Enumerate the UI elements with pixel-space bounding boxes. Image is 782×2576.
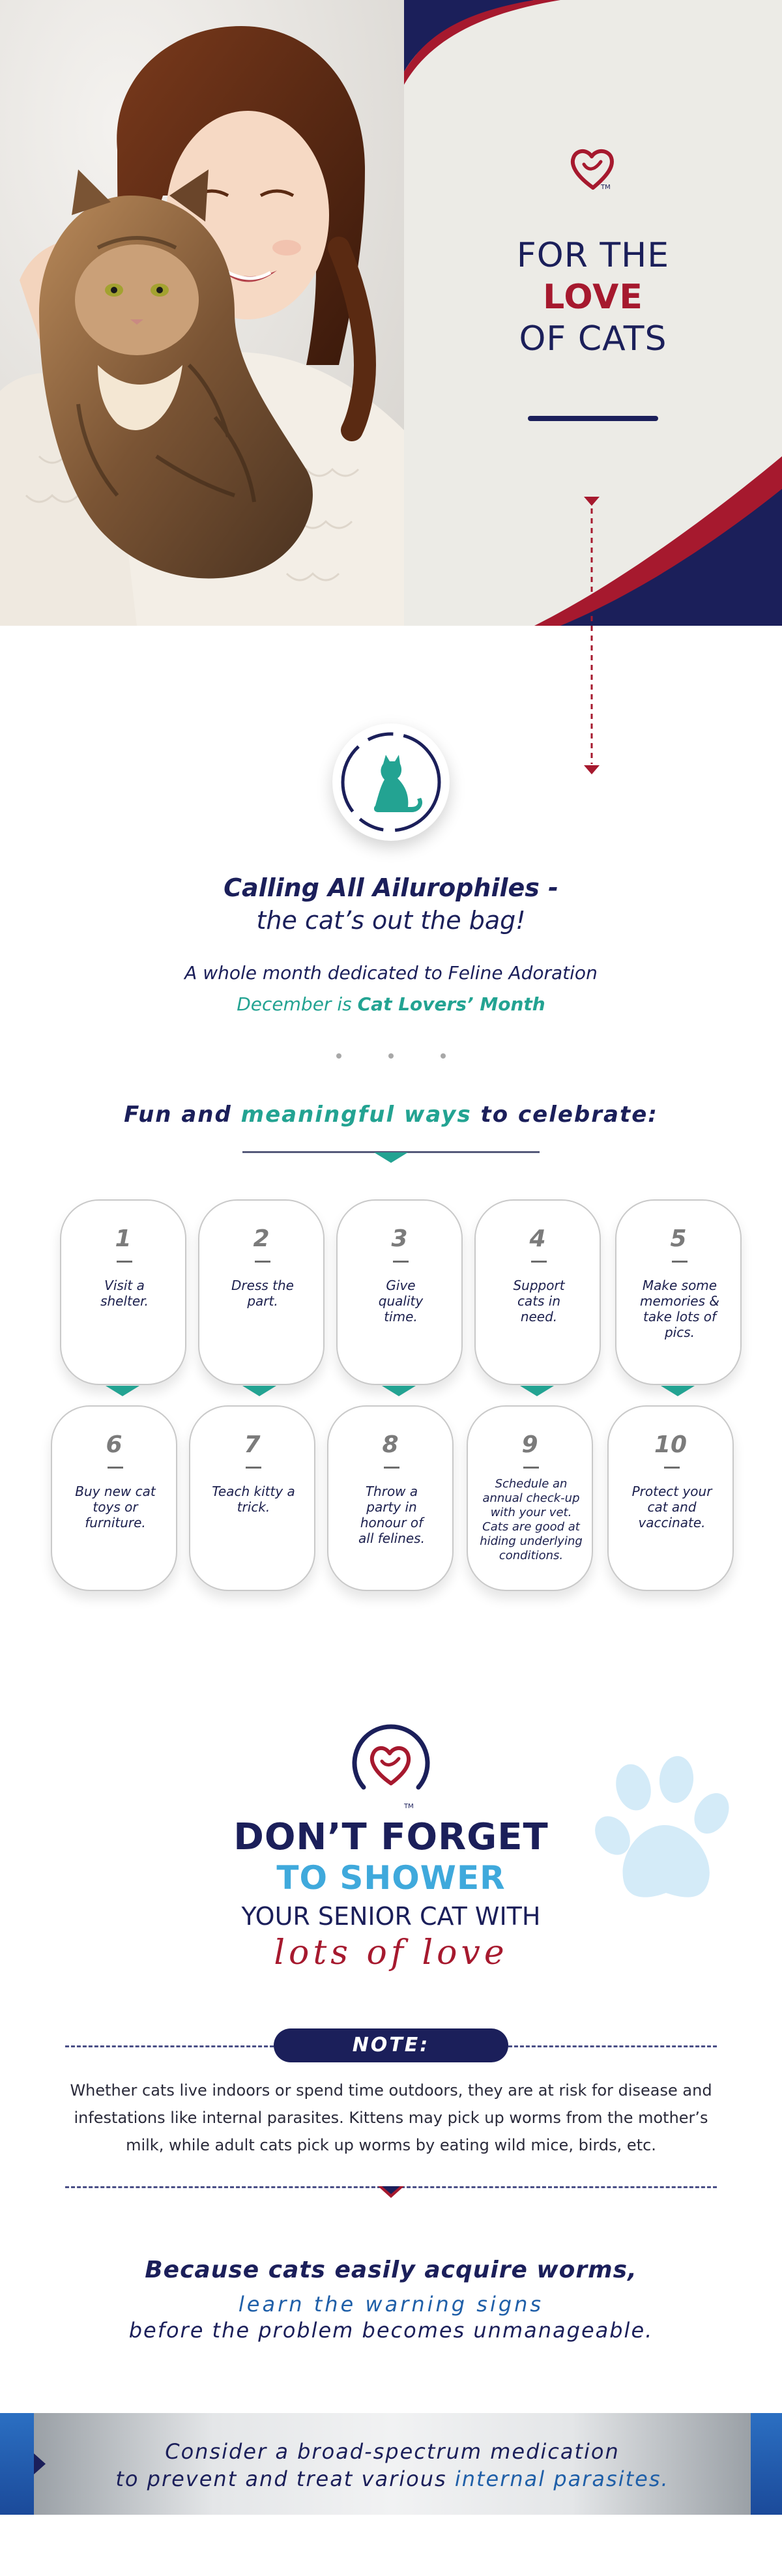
separator-dot (336, 1053, 341, 1059)
ways-suffix: to celebrate: (471, 1102, 658, 1128)
card-connector (242, 1386, 276, 1396)
way-dash (523, 1467, 539, 1469)
way-text: Give quality time. (378, 1278, 424, 1325)
senior-line1: DON’T FORGET (233, 1816, 549, 1858)
intro-heading-line1: Calling All Ailurophiles - (224, 873, 558, 902)
arrow-down-icon (583, 495, 601, 776)
heart-badge-icon (344, 1716, 438, 1809)
way-dash (384, 1467, 399, 1469)
ways-pointer (374, 1152, 408, 1163)
way-number: 3 (391, 1225, 408, 1252)
way-dash (664, 1467, 680, 1469)
way-dash (531, 1261, 547, 1263)
way-number: 8 (382, 1431, 399, 1458)
note-divider-right (508, 2045, 717, 2047)
card-connector (106, 1386, 139, 1396)
card-connector (382, 1386, 416, 1396)
ways-prefix: Fun and (124, 1102, 241, 1128)
way-number: 7 (244, 1431, 261, 1458)
way-card (327, 1405, 454, 1591)
way-card (615, 1199, 742, 1385)
way-card (189, 1405, 315, 1591)
cat-silhouette-icon (332, 724, 450, 841)
way-card (474, 1199, 601, 1385)
way-number: 10 (654, 1431, 688, 1458)
note-pointer-inner (382, 2186, 400, 2194)
hero-title-line3: OF CATS (519, 319, 667, 359)
card-connector (520, 1386, 554, 1396)
senior-line2: TO SHOWER (276, 1859, 506, 1897)
intro-subtitle: A whole month dedicated to Feline Adoration (184, 962, 598, 984)
note-divider-left (65, 2045, 274, 2047)
way-number: 4 (529, 1225, 546, 1252)
intro-heading-line2: the cat’s out the bag! (256, 906, 526, 935)
card-connector (661, 1386, 695, 1396)
trademark-mark: TM (404, 1803, 414, 1810)
note-body: Whether cats live indoors or spend time outdoors, they are at risk for disease and infestations like internal parasites. Kittens may pick up worms from the mother’s milk, while adult cats pick up worms by eating wild mice, birds, etc. (70, 2081, 712, 2154)
way-dash (108, 1467, 123, 1469)
trademark-mark: TM (601, 184, 611, 191)
way-card (607, 1405, 734, 1591)
way-text: Protect your cat and vaccinate. (631, 1484, 712, 1530)
way-number: 6 (106, 1431, 123, 1458)
banner-line1: Consider a broad-spectrum medication (165, 2439, 620, 2464)
ways-highlight: meaningful ways (240, 1102, 472, 1128)
hero-underline (528, 416, 658, 421)
hero-title-line2: LOVE (543, 278, 643, 317)
banner-right-bar (751, 2413, 782, 2515)
cat-badge (332, 724, 450, 841)
senior-line3: YOUR SENIOR CAT WITH (241, 1902, 541, 1931)
worms-line3: before the problem becomes unmanageable. (128, 2318, 654, 2343)
separator-dot (388, 1053, 394, 1059)
separator-dot (441, 1053, 446, 1059)
way-card (60, 1199, 186, 1385)
way-text: Throw a party in honour of all felines. (358, 1484, 425, 1546)
way-number: 2 (253, 1225, 270, 1252)
senior-line4: lots of love (274, 1933, 508, 1972)
way-dash (117, 1261, 132, 1263)
way-text: Dress the part. (231, 1278, 294, 1309)
hero-section (0, 0, 782, 626)
way-number: 9 (521, 1431, 538, 1458)
medication-banner (0, 2413, 782, 2515)
way-text: Buy new cat toys or furniture. (75, 1484, 156, 1530)
banner-body (34, 2413, 751, 2515)
hero-photo (0, 0, 404, 626)
way-dash (672, 1261, 688, 1263)
intro-month-highlight: Cat Lovers’ Month (357, 993, 545, 1015)
way-number: 1 (115, 1225, 132, 1252)
way-dash (393, 1261, 409, 1263)
way-text: Teach kitty a trick. (212, 1484, 295, 1515)
banner-line2-highlight: internal parasites. (454, 2466, 669, 2491)
way-text: Make some memories & take lots of pics. (640, 1278, 719, 1340)
woman-with-cat-illustration (0, 0, 404, 626)
worms-line1: Because cats easily acquire worms, (145, 2257, 637, 2283)
way-number: 5 (670, 1225, 687, 1252)
worms-line2: learn the warning signs (238, 2292, 544, 2317)
banner-left-bar (0, 2413, 34, 2515)
way-text: Visit a shelter. (100, 1278, 149, 1309)
way-text: Support cats in need. (513, 1278, 565, 1325)
intro-month (0, 993, 782, 1015)
hero-title-line1: FOR THE (516, 236, 670, 275)
ways-heading (0, 1102, 782, 1128)
way-card (336, 1199, 463, 1385)
note-label: NOTE: (274, 2028, 508, 2062)
intro-month-prefix: December is (237, 993, 358, 1015)
way-dash (246, 1467, 261, 1469)
way-dash (255, 1261, 270, 1263)
banner-line2-prefix: to prevent and treat various (115, 2466, 455, 2491)
banner-line2 (34, 2466, 751, 2491)
way-text: Schedule an annual check-up with your vet. Cats are good at hiding underlying conditions. (480, 1477, 583, 1562)
way-card (467, 1405, 593, 1591)
way-card (51, 1405, 177, 1591)
way-card (198, 1199, 325, 1385)
